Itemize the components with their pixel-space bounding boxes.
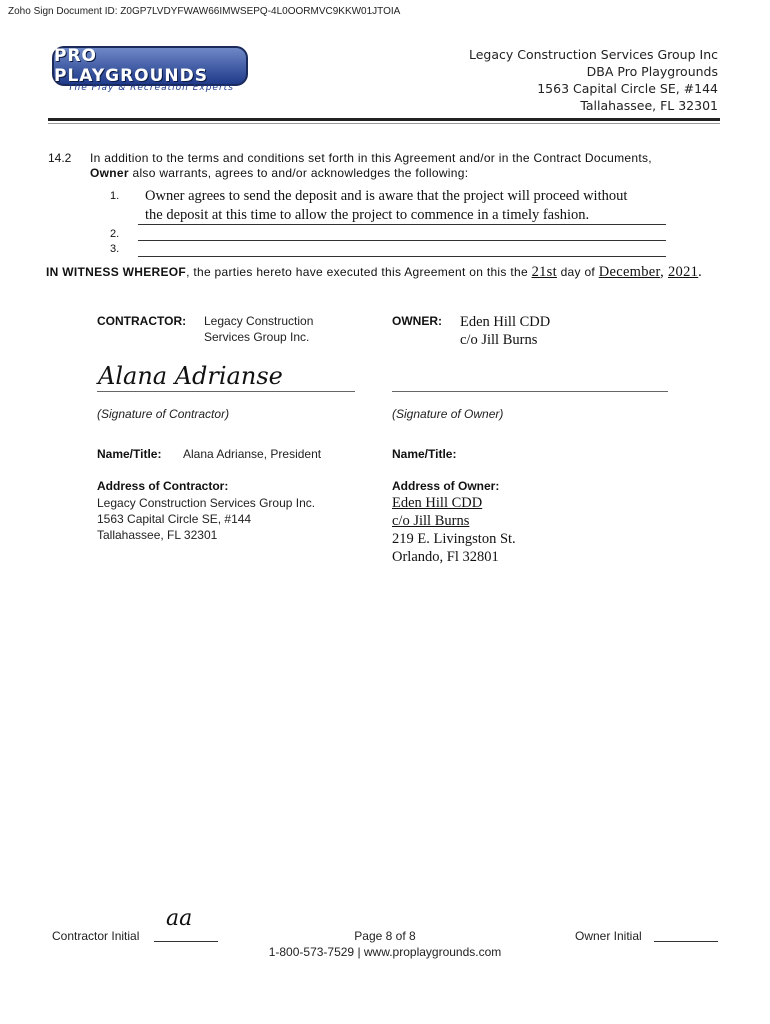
witness-text: , the parties hereto have executed this Agreement on this the bbox=[186, 265, 532, 279]
contractor-signature-line bbox=[97, 391, 355, 392]
owner-address-line: c/o Jill Burns bbox=[392, 513, 470, 529]
witness-end: . bbox=[698, 264, 703, 280]
owner-word: Owner bbox=[90, 166, 129, 180]
item-number: 2. bbox=[110, 228, 120, 240]
pro-playgrounds-logo bbox=[52, 46, 248, 86]
owner-label: OWNER: bbox=[392, 314, 442, 328]
company-header bbox=[469, 46, 718, 114]
owner-name bbox=[460, 313, 550, 349]
contractor-initial: aa bbox=[166, 906, 193, 931]
section-text-part1: In addition to the terms and conditions set forth in this Agreement and/or in the Contract Documents, bbox=[90, 151, 652, 165]
owner-signature-caption: (Signature of Owner) bbox=[392, 407, 504, 421]
item-text-line: the deposit at this time to allow the project to commence in a timely fashion. bbox=[145, 207, 590, 223]
contractor-name-title: Alana Adrianse, President bbox=[183, 447, 322, 461]
logo-text: PRO PLAYGROUNDS bbox=[54, 46, 209, 86]
contractor-signature-caption: (Signature of Contractor) bbox=[97, 407, 230, 421]
section-text-part2: also warrants, agrees to and/or acknowledges the following: bbox=[128, 166, 469, 180]
owner-name-line: c/o Jill Burns bbox=[460, 332, 538, 348]
contractor-address-line: Legacy Construction Services Group Inc. bbox=[97, 496, 316, 510]
contractor-address bbox=[97, 495, 315, 543]
header-line: DBA Pro Playgrounds bbox=[586, 64, 718, 79]
item-text-line: Owner agrees to send the deposit and is aware that the project will proceed without bbox=[145, 188, 628, 204]
owner-address-line: Orlando, Fl 32801 bbox=[392, 549, 499, 565]
witness-text: day of bbox=[556, 265, 599, 279]
header-divider bbox=[48, 118, 720, 121]
contractor-signature: Alana Adrianse bbox=[98, 362, 283, 390]
owner-address bbox=[392, 494, 516, 566]
contractor-label: CONTRACTOR: bbox=[97, 314, 187, 328]
item-underline bbox=[138, 256, 666, 257]
header-line: 1563 Capital Circle SE, #144 bbox=[537, 81, 718, 96]
contractor-initial-label: Contractor Initial bbox=[52, 929, 140, 943]
contractor-name-line: Legacy Construction bbox=[204, 314, 314, 328]
witness-comma: , bbox=[660, 264, 668, 280]
owner-name-line: Eden Hill CDD bbox=[460, 314, 551, 330]
contractor-address-line: 1563 Capital Circle SE, #144 bbox=[97, 512, 252, 526]
section-number: 14.2 bbox=[48, 151, 72, 165]
logo-tagline: The Play & Recreation Experts bbox=[68, 83, 234, 93]
witness-month: December bbox=[598, 264, 661, 280]
item-number: 3. bbox=[110, 243, 120, 255]
witness-year: 2021 bbox=[667, 264, 699, 280]
contractor-address-label: Address of Contractor: bbox=[97, 479, 229, 493]
page-number: Page 8 of 8 bbox=[354, 929, 416, 943]
contractor-name bbox=[204, 313, 313, 345]
header-line: Tallahassee, FL 32301 bbox=[580, 98, 718, 113]
contact-info: 1-800-573-7529 | www.proplaygrounds.com bbox=[268, 945, 502, 959]
header-line: Legacy Construction Services Group Inc bbox=[468, 47, 718, 62]
witness-heading: IN WITNESS WHEREOF bbox=[46, 265, 187, 279]
owner-initial-label: Owner Initial bbox=[575, 929, 642, 943]
witness-clause bbox=[46, 264, 702, 281]
owner-address-line: Eden Hill CDD bbox=[392, 495, 483, 511]
owner-address-label: Address of Owner: bbox=[392, 479, 500, 493]
contractor-address-line: Tallahassee, FL 32301 bbox=[97, 528, 218, 542]
owner-initial-line bbox=[654, 941, 718, 942]
owner-name-title-label: Name/Title: bbox=[392, 447, 457, 461]
owner-address-line: 219 E. Livingston St. bbox=[392, 531, 516, 547]
contractor-name-title-label: Name/Title: bbox=[97, 447, 162, 461]
section-text bbox=[90, 151, 730, 181]
contractor-name-line: Services Group Inc. bbox=[204, 330, 310, 344]
item-underline bbox=[138, 240, 666, 241]
zoho-document-id: Zoho Sign Document ID: Z0GP7LVDYFWAW66IMWSEPQ-4L0OORMVC9KKW01JTOIA bbox=[8, 6, 401, 17]
header-divider-thin bbox=[48, 123, 720, 124]
witness-day: 21st bbox=[531, 264, 557, 280]
item-underline bbox=[138, 224, 666, 225]
owner-signature-line bbox=[392, 391, 668, 392]
item-number: 1. bbox=[110, 190, 120, 202]
